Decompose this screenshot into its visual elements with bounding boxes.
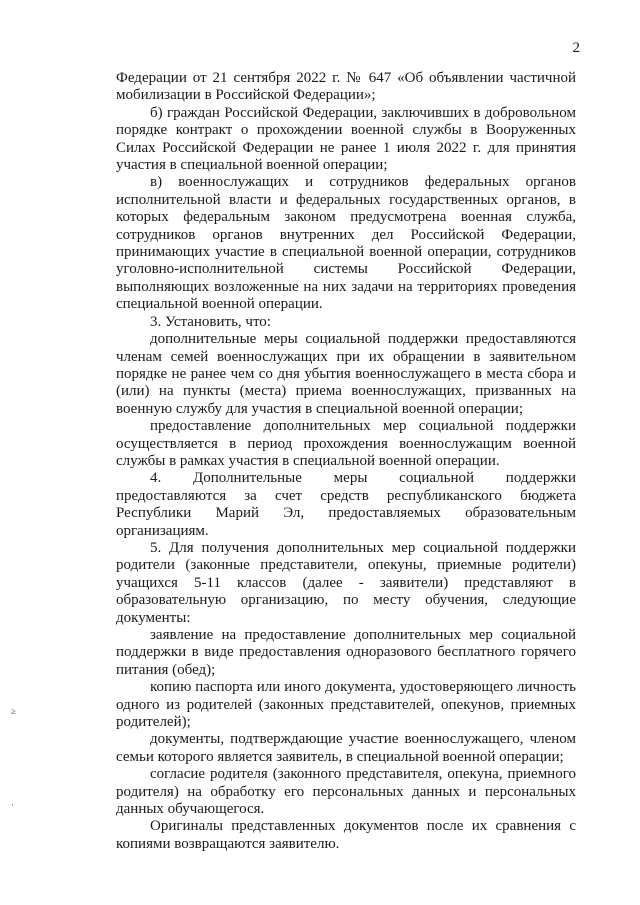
margin-mark: · [11, 800, 14, 810]
paragraph-clause-3-text-2: предоставление дополнительных мер социальной поддержки осуществляется в период прохождения военнослужащим военной службы в рамках участия в специальной военной операции. [116, 418, 576, 469]
page-number: 2 [572, 40, 580, 56]
paragraph-continuation: Федерации от 21 сентября 2022 г. № 647 «Об объявлении частичной мобилизации в Российской Федерации»; [116, 70, 576, 104]
paragraph-originals-returned: Оригиналы представленных документов после их сравнения с копиями возвращаются заявителю. [116, 818, 576, 852]
document-item-passport: копию паспорта или иного документа, удостоверяющего личность одного из родителей (законных представителей, опекунов, приемных родителей); [116, 679, 576, 731]
paragraph-clause-5: 5. Для получения дополнительных мер социальной поддержки родители (законные представители, опекуны, приемные родители) учащихся 5-11 классов (далее - заявители) представляют в образовательную организацию, по месту обучения, следующие документы: [116, 539, 576, 626]
paragraph-clause-3: 3. Установить, что: [150, 313, 271, 330]
paragraph-item-b: б) граждан Российской Федерации, заключивших в добровольном порядке контракт о прохождении военной службы в Вооруженных Силах Российской Федерации не ранее 1 июля 2022 г. для принятия участия в специальной военной операции; [116, 104, 576, 174]
paragraph-clause-4: 4. Дополнительные меры социальной поддержки предоставляются за счет средств республиканского бюджета Республики Марий Эл, предоставляемых образовательным организациям. [116, 470, 576, 539]
document-item-application: заявление на предоставление дополнительных мер социальной поддержки в виде предоставления одноразового бесплатного горячего питания (обед); [116, 627, 576, 678]
document-item-consent: согласие родителя (законного представителя, опекуна, приемного родителя) на обработку его персональных данных и персональных данных обучающегося. [116, 766, 576, 818]
document-body [116, 70, 576, 853]
margin-mark: ≥ [11, 706, 16, 716]
document-item-participation-proof: документы, подтверждающие участие военнослужащего, членом семьи которого является заявитель, в специальной военной операции; [116, 731, 576, 765]
paragraph-item-v: в) военнослужащих и сотрудников федеральных органов исполнительной власти и федеральных государственных органов, в которых федеральным законом предусмотрена военная служба, сотрудников органов внутренних дел Российской Федерации, принимающих участие в специальной военной операции, сотрудников уголовно-исполнительной системы Российской Федерации, выполняющих возложенные на них задачи на территориях проведения специальной военной операции. [116, 174, 576, 313]
paragraph-clause-3-text-1: дополнительные меры социальной поддержки предоставляются членам семей военнослужащих при их обращении в заявительном порядке не ранее чем со дня убытия военнослужащего в места сбора и (или) на пункты (места) приема военнослужащих, призванных на военную службу для участия в специальной военной операции; [116, 331, 576, 417]
